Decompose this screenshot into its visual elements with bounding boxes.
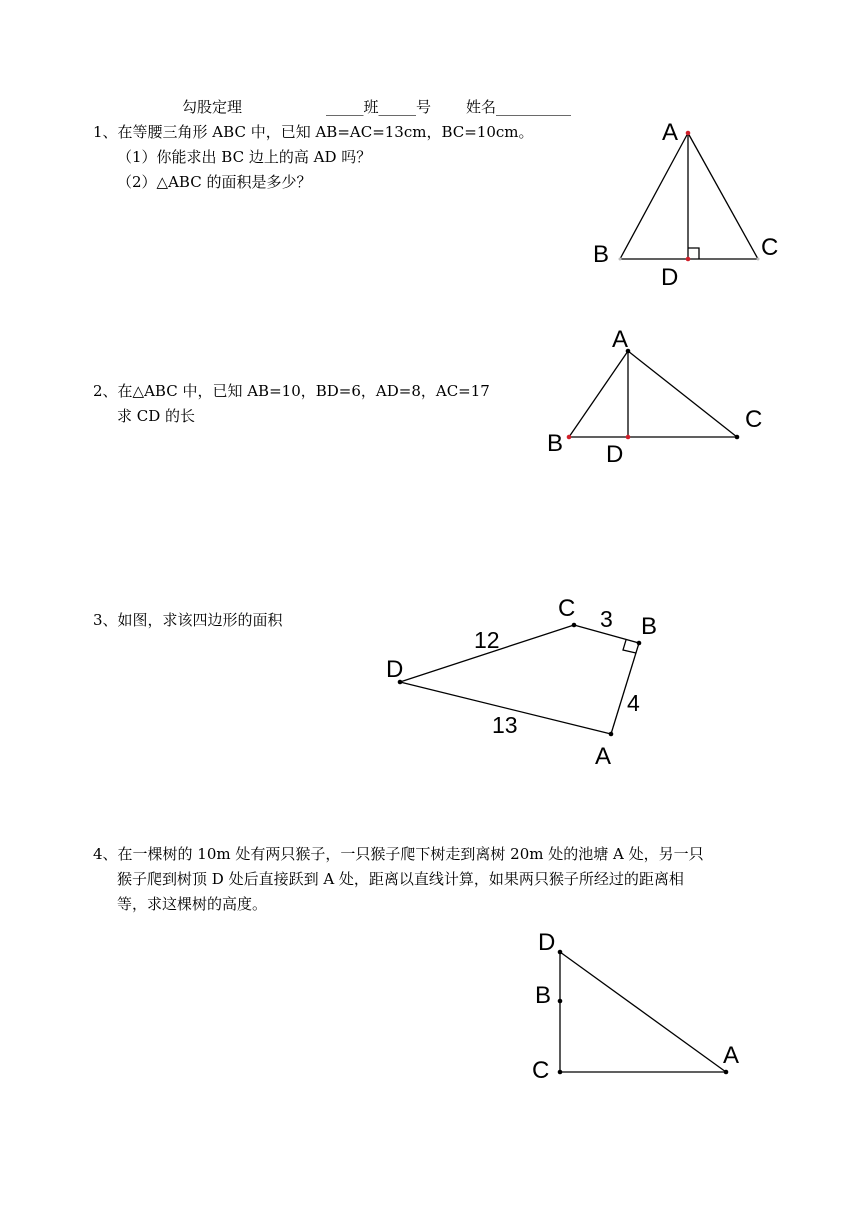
q1-label-c: C bbox=[761, 234, 779, 261]
q4-stem-line2: 猴子爬到树顶 D 处后直接跃到 A 处，距离以直线计算，如果两只猴子所经过的距离相 bbox=[117, 870, 684, 888]
q3-length-da: 13 bbox=[492, 712, 518, 738]
q3-point-c bbox=[572, 623, 577, 628]
q4-stem-line3: 等，求这棵树的高度。 bbox=[117, 895, 268, 913]
q2-label-a: A bbox=[612, 326, 629, 353]
q1-point-b bbox=[619, 258, 622, 261]
q1-side-ab bbox=[620, 133, 688, 259]
q2-stem-line2: 求 CD 的长 bbox=[117, 407, 196, 425]
q3-label-d: D bbox=[386, 656, 404, 683]
q2-point-b bbox=[567, 435, 572, 440]
q1-label-d: D bbox=[661, 264, 679, 291]
q3-length-cb: 3 bbox=[600, 606, 613, 632]
q3-label-b: B bbox=[641, 613, 658, 640]
q3-point-a bbox=[609, 732, 614, 737]
q1-figure bbox=[593, 119, 778, 291]
q3-length-dc: 12 bbox=[474, 627, 500, 653]
q3-point-b bbox=[637, 641, 642, 646]
q2-figure bbox=[547, 326, 762, 468]
q4-label-c: C bbox=[532, 1057, 550, 1084]
q3-label-a: A bbox=[595, 743, 612, 770]
q1-side-ac bbox=[688, 133, 758, 259]
student-name-field[interactable]: 姓名__________ bbox=[466, 98, 572, 116]
q4-label-b: B bbox=[535, 982, 552, 1009]
q1-label-a: A bbox=[662, 119, 679, 146]
q2-label-b: B bbox=[547, 430, 564, 457]
q4-label-a: A bbox=[723, 1042, 740, 1069]
q4-point-d bbox=[558, 950, 563, 955]
q3-side-ba bbox=[611, 643, 639, 734]
q3-length-ab: 4 bbox=[627, 690, 640, 716]
class-number-field[interactable]: _____班_____号 bbox=[326, 98, 432, 116]
q1-subquestion-2: （2）△ABC 的面积是多少？ bbox=[117, 173, 312, 191]
q2-point-c bbox=[735, 435, 740, 440]
q2-side-ac bbox=[628, 351, 737, 437]
q2-point-d bbox=[626, 435, 631, 440]
q4-figure bbox=[532, 929, 739, 1084]
q1-point-a bbox=[686, 131, 691, 136]
worksheet-title: 勾股定理 bbox=[182, 98, 243, 116]
q3-figure bbox=[386, 595, 657, 770]
q3-label-c: C bbox=[558, 595, 576, 622]
q4-point-c bbox=[558, 1070, 563, 1075]
q1-right-angle-mark bbox=[688, 248, 699, 259]
q4-point-b bbox=[558, 999, 563, 1004]
q4-point-a bbox=[724, 1070, 729, 1075]
q3-stem: 3、如图，求该四边形的面积 bbox=[93, 611, 283, 629]
q4-jump-da bbox=[560, 952, 726, 1072]
q4-label-d: D bbox=[538, 929, 556, 956]
q2-side-ab bbox=[569, 351, 628, 437]
q2-stem: 2、在△ABC 中，已知 AB=10，BD=6，AD=8，AC=17 bbox=[93, 382, 490, 400]
q2-label-c: C bbox=[745, 406, 763, 433]
q2-label-d: D bbox=[606, 441, 624, 468]
q1-label-b: B bbox=[593, 241, 610, 268]
q1-stem: 1、在等腰三角形 ABC 中，已知 AB=AC=13cm，BC=10cm。 bbox=[93, 123, 534, 141]
q4-stem-line1: 4、在一棵树的 10m 处有两只猴子，一只猴子爬下树走到离树 20m 处的池塘 A 处，另一只 bbox=[93, 845, 704, 863]
q1-point-c bbox=[757, 258, 760, 261]
q1-point-d bbox=[686, 257, 691, 262]
q1-subquestion-1: （1）你能求出 BC 边上的高 AD 吗？ bbox=[117, 148, 372, 166]
